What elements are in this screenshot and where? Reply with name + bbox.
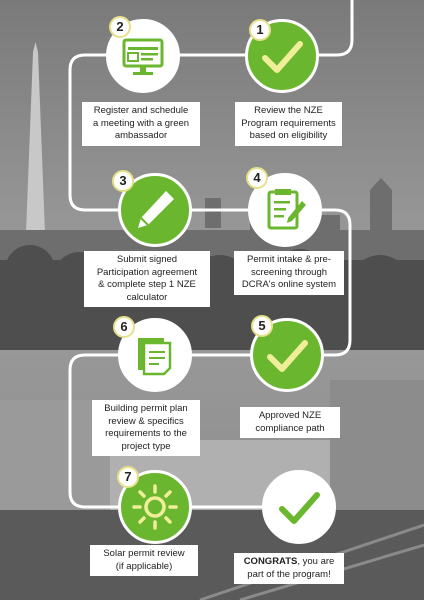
pen-icon bbox=[130, 185, 180, 235]
check-icon bbox=[262, 330, 312, 380]
congrats-text: CONGRATS bbox=[243, 556, 298, 567]
step-2-label: Register and schedule a meeting with a green ambassador bbox=[82, 102, 200, 146]
step-4-number: 4 bbox=[246, 167, 268, 189]
step-3-label: Submit signed Participation agreement & complete step 1 NZE calculator bbox=[84, 251, 210, 307]
step-4-label: Permit intake & pre- screening through DCRA's online system bbox=[234, 251, 344, 295]
step-5-label: Approved NZE compliance path bbox=[240, 407, 340, 438]
computer-screen-icon bbox=[118, 31, 168, 81]
check-icon bbox=[274, 482, 324, 532]
final-label: CONGRATS, you are part of the program! bbox=[234, 553, 344, 584]
documents-icon bbox=[130, 330, 180, 380]
step-1-label: Review the NZE Program requirements based on eligibility bbox=[235, 102, 342, 146]
step-6-number: 6 bbox=[113, 316, 135, 338]
clipboard-icon bbox=[260, 185, 310, 235]
sun-icon bbox=[130, 482, 180, 532]
final-circle bbox=[262, 470, 336, 544]
step-3-number: 3 bbox=[112, 170, 134, 192]
step-7-label: Solar permit review (if applicable) bbox=[90, 545, 198, 576]
step-1-number: 1 bbox=[249, 19, 271, 41]
step-6-label: Building permit plan review & specifics requirements to the project type bbox=[92, 400, 200, 456]
step-2-number: 2 bbox=[109, 16, 131, 38]
step-7-number: 7 bbox=[117, 466, 139, 488]
step-5-number: 5 bbox=[251, 315, 273, 337]
